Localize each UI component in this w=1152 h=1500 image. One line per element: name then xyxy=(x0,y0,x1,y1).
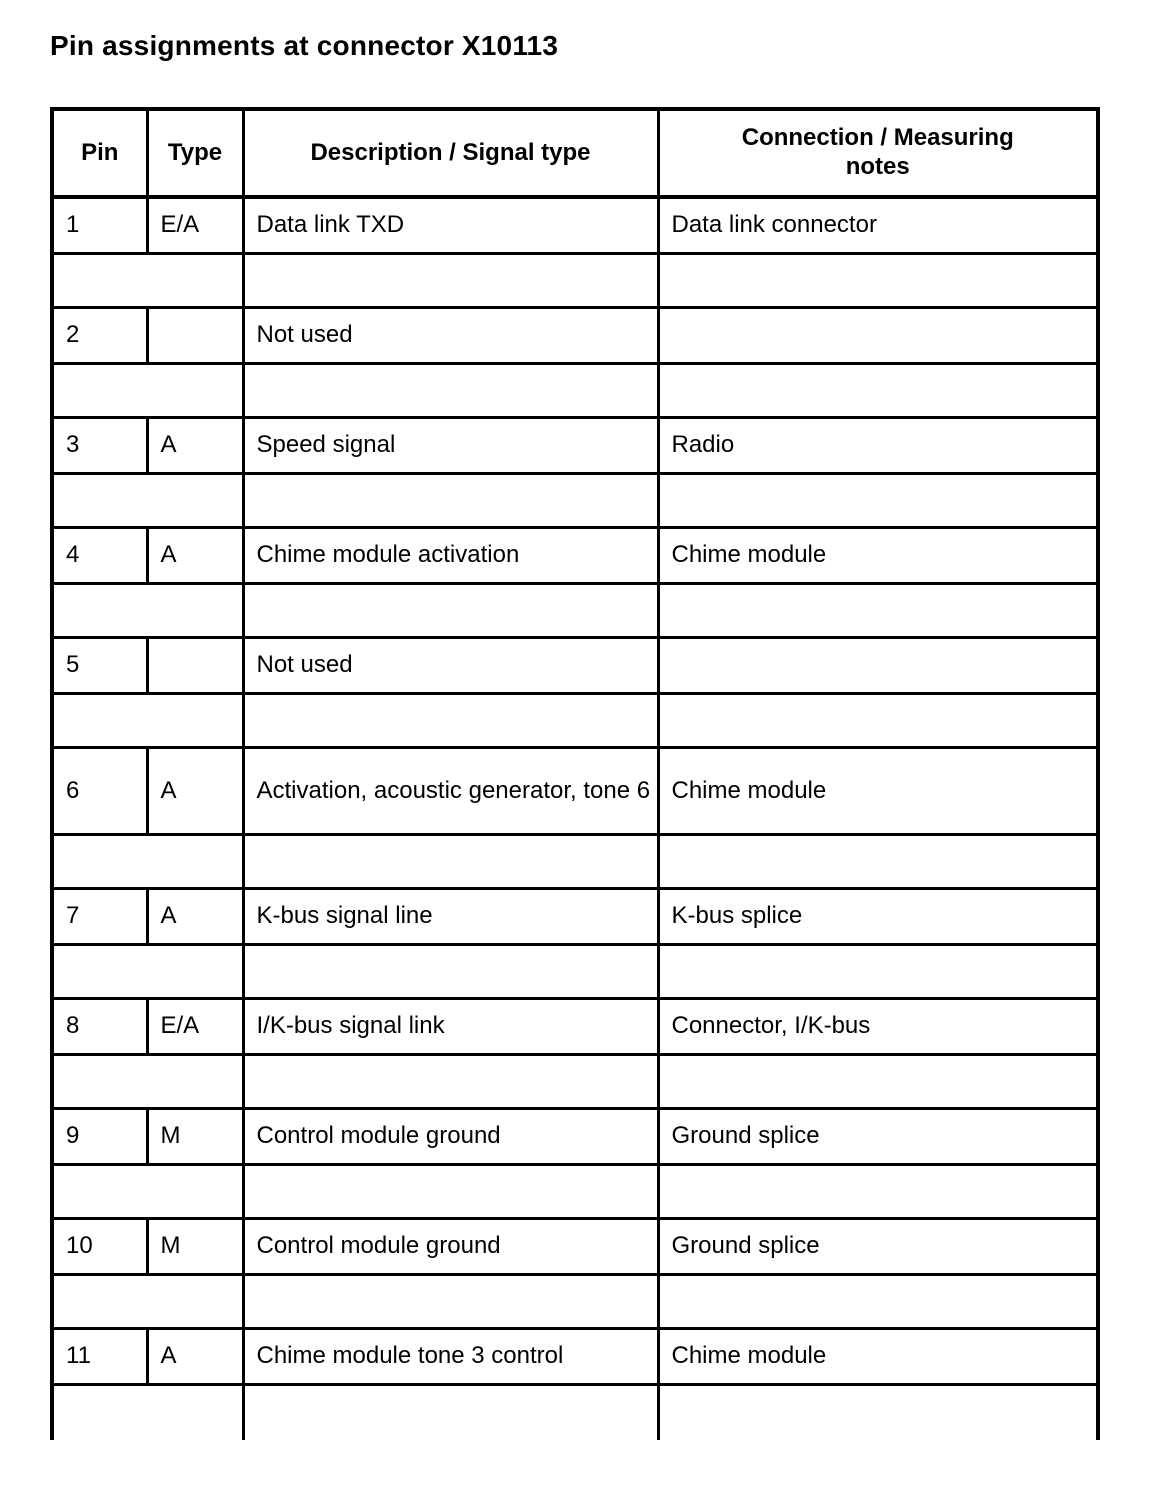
cell-type: A xyxy=(147,889,243,945)
cell-description: Not used xyxy=(243,308,658,364)
page-title: Pin assignments at connector X10113 xyxy=(50,30,559,61)
table-row xyxy=(52,197,1098,254)
header-description: Description / Signal type xyxy=(243,109,658,197)
header-type: Type xyxy=(147,109,243,197)
cell-pin: 4 xyxy=(52,528,147,584)
spacer-row xyxy=(52,1275,1098,1329)
cell-connection: Ground splice xyxy=(658,1219,1098,1275)
cell-connection: Data link connector xyxy=(658,197,1098,254)
cell-pin: 11 xyxy=(52,1329,147,1385)
cell-type xyxy=(147,638,243,694)
spacer-row xyxy=(52,694,1098,748)
cell-pin: 3 xyxy=(52,418,147,474)
table-row xyxy=(52,748,1098,835)
cell-description: Control module ground xyxy=(243,1109,658,1165)
table-row xyxy=(52,638,1098,694)
cell-pin: 8 xyxy=(52,999,147,1055)
cell-type: A xyxy=(147,528,243,584)
cell-connection xyxy=(658,638,1098,694)
spacer-row xyxy=(52,584,1098,638)
cell-pin: 1 xyxy=(52,197,147,254)
cell-pin: 2 xyxy=(52,308,147,364)
table-row xyxy=(52,1219,1098,1275)
table-row xyxy=(52,889,1098,945)
spacer-row xyxy=(52,254,1098,308)
cell-pin: 7 xyxy=(52,889,147,945)
cell-description: Chime module activation xyxy=(243,528,658,584)
cell-description: Not used xyxy=(243,638,658,694)
cell-type: E/A xyxy=(147,999,243,1055)
spacer-row xyxy=(52,364,1098,418)
cell-pin: 9 xyxy=(52,1109,147,1165)
table-row xyxy=(52,308,1098,364)
cell-connection: K-bus splice xyxy=(658,889,1098,945)
cell-connection: Chime module xyxy=(658,528,1098,584)
spacer-row xyxy=(52,835,1098,889)
header-pin: Pin xyxy=(52,109,147,197)
cell-description: Control module ground xyxy=(243,1219,658,1275)
cell-connection: Chime module xyxy=(658,748,1098,835)
cell-connection: Chime module xyxy=(658,1329,1098,1385)
cell-description: Activation, acoustic generator, tone 6 xyxy=(243,748,658,835)
cell-type: M xyxy=(147,1219,243,1275)
table-row xyxy=(52,1329,1098,1385)
cell-type: A xyxy=(147,418,243,474)
spacer-row xyxy=(52,1055,1098,1109)
cell-connection: Ground splice xyxy=(658,1109,1098,1165)
header-connection: Connection / Measuring notes xyxy=(658,109,1098,197)
cell-pin: 6 xyxy=(52,748,147,835)
cell-pin: 5 xyxy=(52,638,147,694)
cell-description: K-bus signal line xyxy=(243,889,658,945)
cell-pin: 10 xyxy=(52,1219,147,1275)
cell-type: M xyxy=(147,1109,243,1165)
spacer-row xyxy=(52,945,1098,999)
cell-description: Chime module tone 3 control xyxy=(243,1329,658,1385)
pin-assignment-table xyxy=(50,107,1100,1440)
cell-type: E/A xyxy=(147,197,243,254)
spacer-row xyxy=(52,1385,1098,1441)
cell-connection: Connector, I/K-bus xyxy=(658,999,1098,1055)
table-header-row xyxy=(52,109,1098,197)
cell-description: Speed signal xyxy=(243,418,658,474)
table-row xyxy=(52,418,1098,474)
spacer-row xyxy=(52,1165,1098,1219)
table-row xyxy=(52,1109,1098,1165)
cell-connection: Radio xyxy=(658,418,1098,474)
cell-type xyxy=(147,308,243,364)
table-row xyxy=(52,528,1098,584)
spacer-row xyxy=(52,474,1098,528)
cell-description: I/K-bus signal link xyxy=(243,999,658,1055)
cell-connection xyxy=(658,308,1098,364)
cell-type: A xyxy=(147,748,243,835)
table-row xyxy=(52,999,1098,1055)
cell-description: Data link TXD xyxy=(243,197,658,254)
cell-type: A xyxy=(147,1329,243,1385)
